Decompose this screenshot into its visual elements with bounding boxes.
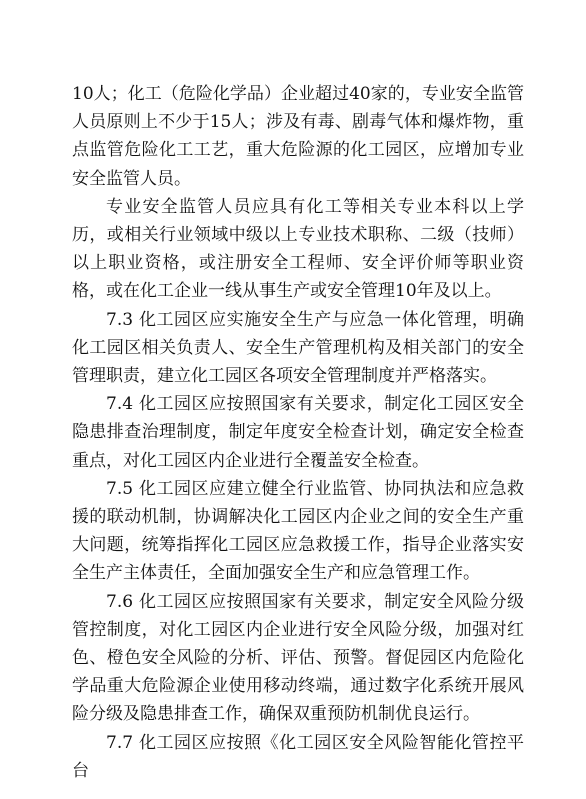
- paragraph-qualification: 专业安全监管人员应具有化工等相关专业本科以上学历，或相关行业领域中级以上专业技术职称、二级（技师）以上职业资格，或注册安全工程师、安全评价师等职业资格，或在化工企业一线从事生产或安全管理10年及以上。: [72, 196, 524, 302]
- paragraph-7-6: 7.6 化工园区应按照国家有关要求，制定安全风险分级管控制度，对化工园区内企业进行安全风险分级，加强对红色、橙色安全风险的分析、评估、预警。督促园区内危险化学品重大危险源企业使用移动终端，通过数字化系统开展风险分级及隐患排查工作，确保双重预防机制优良运行。: [72, 591, 524, 725]
- paragraph-7-5: 7.5 化工园区应建立健全行业监管、协同执法和应急救援的联动机制，协调解决化工园区内企业之间的安全生产重大问题，统筹指挥化工园区应急救援工作，指导企业落实安全生产主体责任，全面加强安全生产和应急管理工作。: [72, 478, 524, 584]
- paragraph-continuation: 10人；化工（危险化学品）企业超过40家的，专业安全监管人员原则上不少于15人；涉及有毒、剧毒气体和爆炸物，重点监管危险化工工艺，重大危险源的化工园区，应增加专业安全监管人员。: [72, 84, 524, 189]
- paragraph-7-4: 7.4 化工园区应按照国家有关要求，制定化工园区安全隐患排查治理制度，制定年度安全检查计划，确定安全检查重点，对化工园区内企业进行全覆盖安全检查。: [72, 394, 524, 471]
- paragraph-7-3: 7.3 化工园区应实施安全生产与应急一体化管理，明确化工园区相关负责人、安全生产管理机构及相关部门的安全管理职责，建立化工园区各项安全管理制度并严格落实。: [72, 309, 524, 387]
- paragraph-7-7: 7.7 化工园区应按照《化工园区安全风险智能化管控平台: [72, 732, 524, 781]
- document-body: [72, 80, 524, 785]
